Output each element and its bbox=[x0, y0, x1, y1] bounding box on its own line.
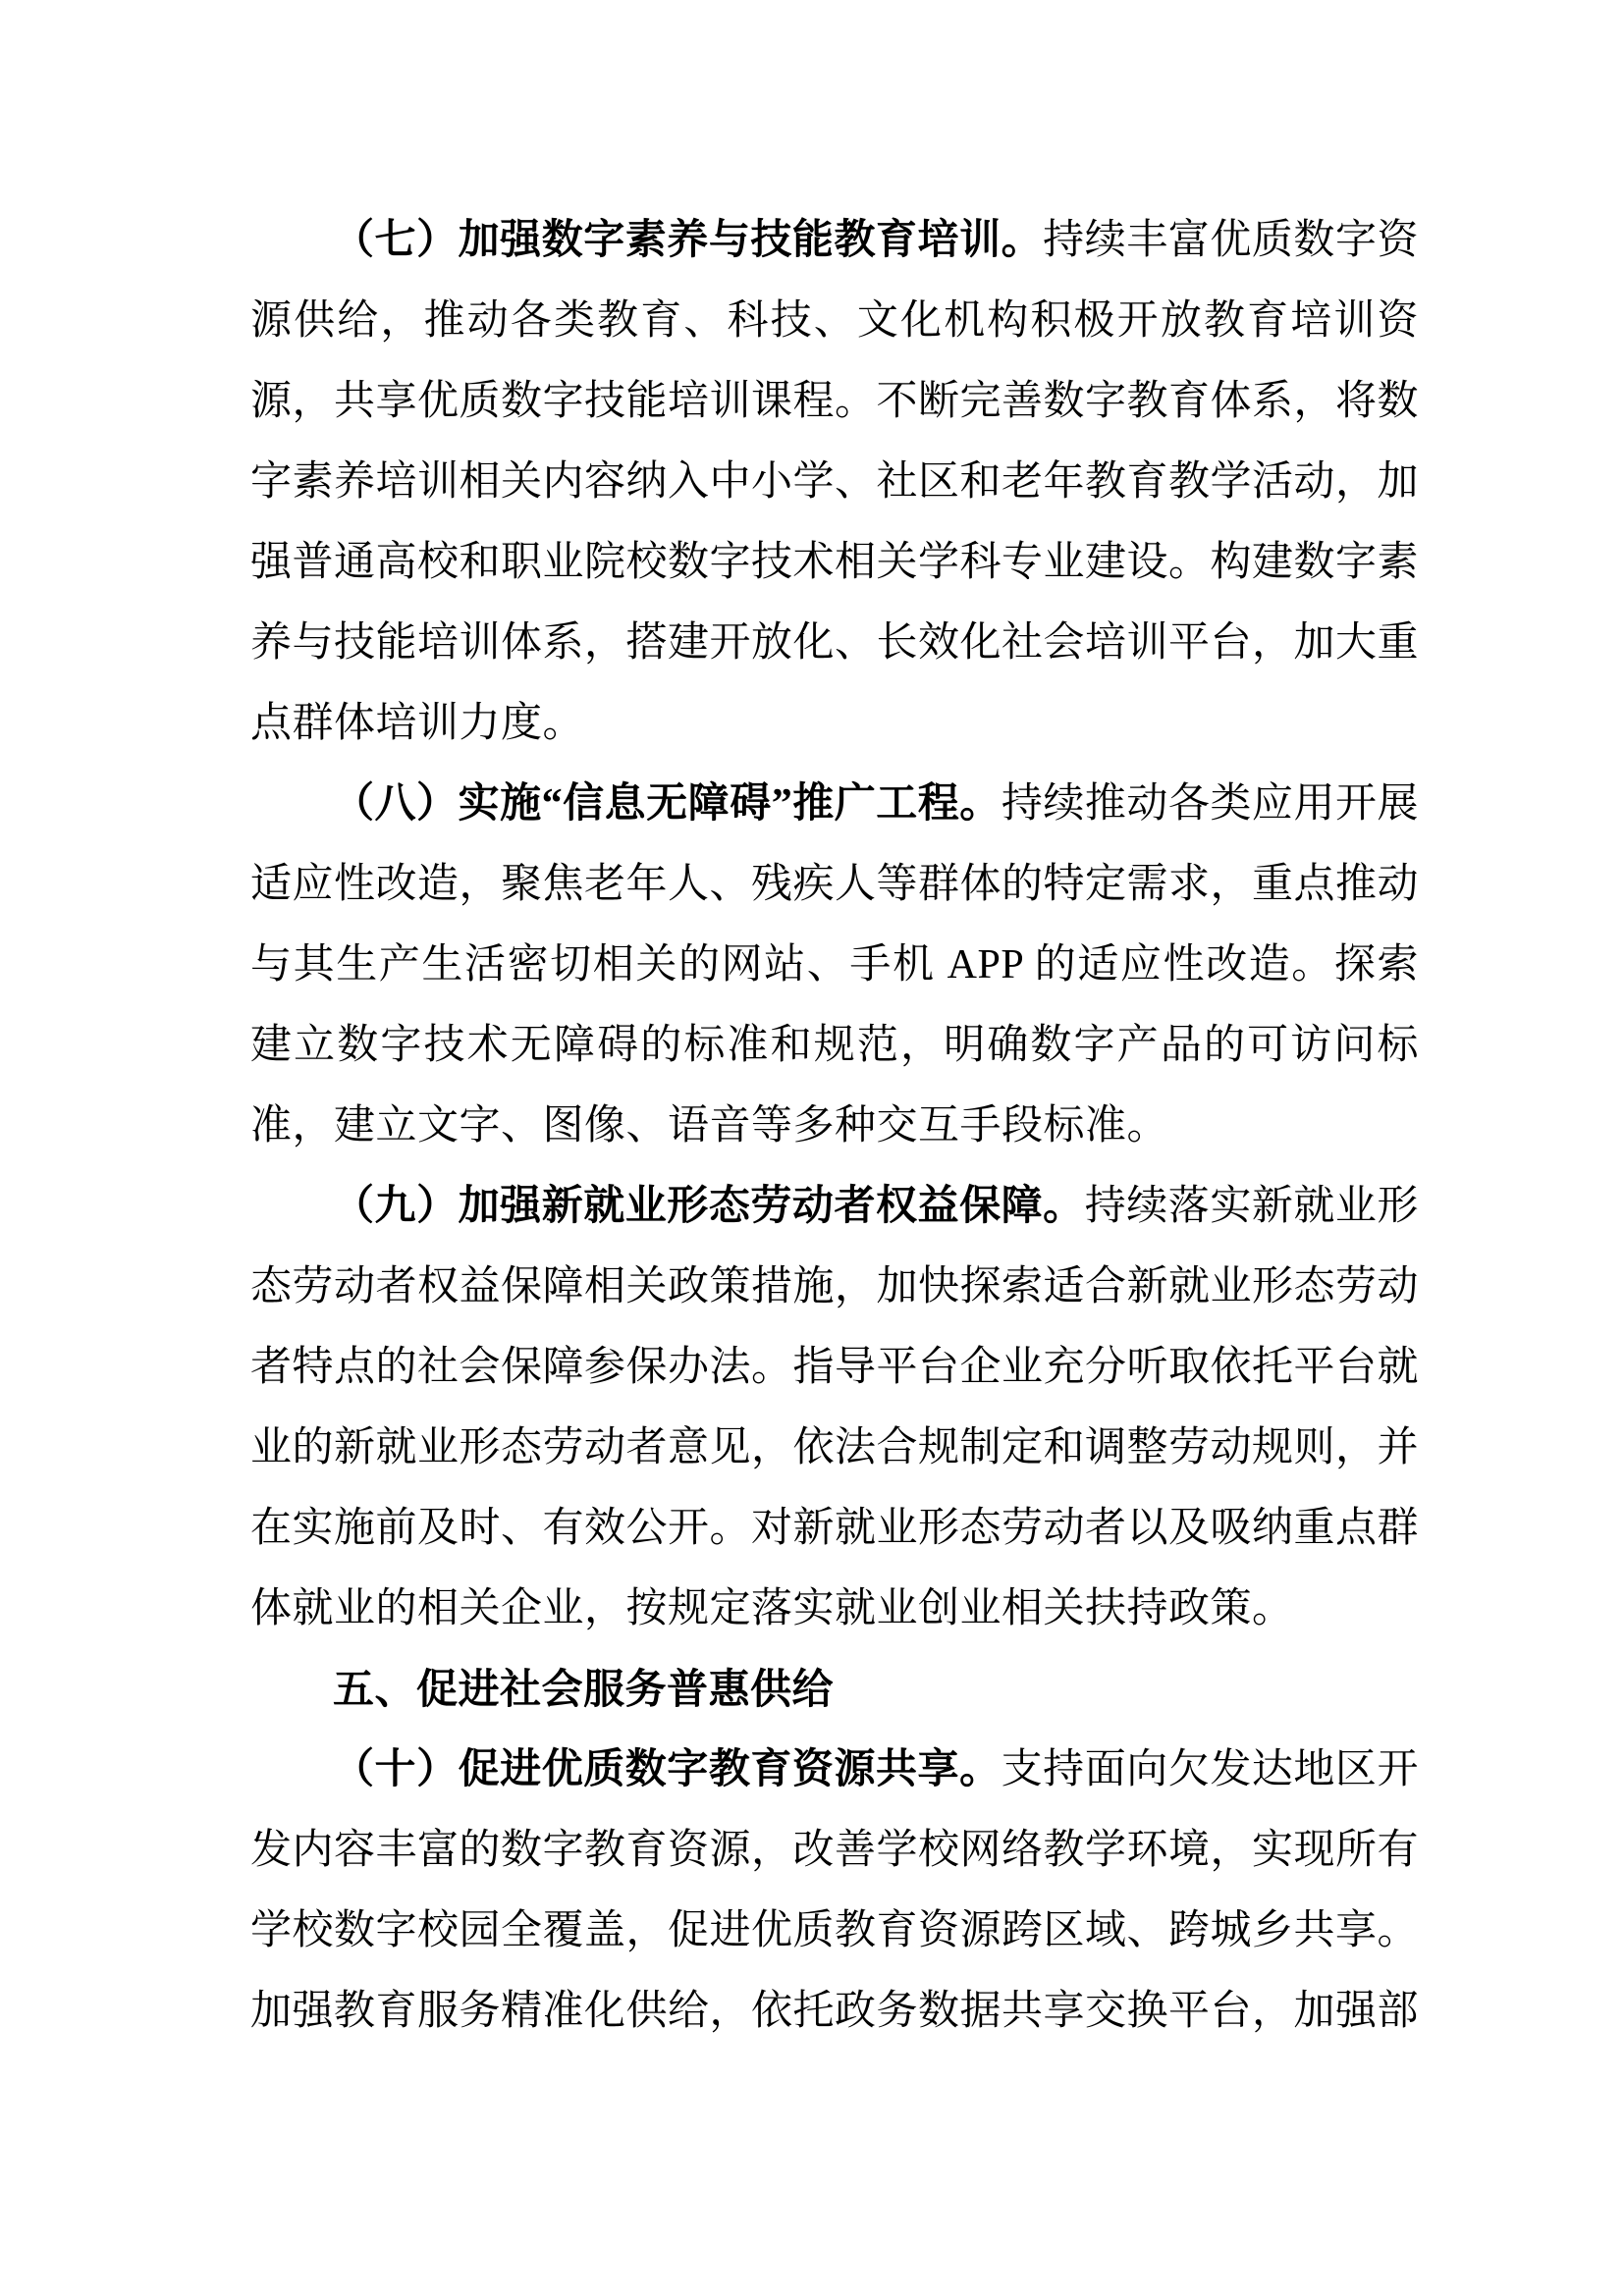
paragraph-item-10 bbox=[250, 1730, 1419, 2052]
paragraph-item-7-lead: （七）加强数字素养与技能教育培训。 bbox=[333, 218, 1044, 263]
paragraph-item-9-lead: （九）加强新就业形态劳动者权益保障。 bbox=[333, 1184, 1085, 1229]
paragraph-item-10-body: 支持面向欠发达地区开发内容丰富的数字教育资源，改善学校网络教学环境，实现所有学校数字校园全覆盖，促进优质教育资源跨区域、跨城乡共享。加强教育服务精准化供给，依托政务数据共享交换平台，加强部 bbox=[250, 1747, 1420, 2034]
paragraph-item-9-body: 持续落实新就业形态劳动者权益保障相关政策措施，加快探索适合新就业形态劳动者特点的社会保障参保办法。指导平台企业充分听取依托平台就业的新就业形态劳动者意见，依法合规制定和调整劳动规则，并在实施前及时、有效公开。对新就业形态劳动者以及吸纳重点群体就业的相关企业，按规定落实就业创业相关扶持政策。 bbox=[250, 1184, 1420, 1631]
paragraph-item-8-body: 持续推动各类应用开展适应性改造，聚焦老年人、残疾人等群体的特定需求，重点推动与其生产生活密切相关的网站、手机 APP 的适应性改造。探索建立数字技术无障碍的标准和规范，明确数字产品的可访问标准，建立文字、图像、语音等多种交互手段标准。 bbox=[250, 781, 1420, 1148]
section-heading-5: 五、促进社会服务普惠供给 bbox=[333, 1666, 835, 1712]
paragraph-item-7 bbox=[250, 200, 1419, 764]
paragraph-item-8-lead: （八）实施“信息无障碍”推广工程。 bbox=[333, 781, 1001, 827]
document-content bbox=[250, 200, 1419, 2052]
paragraph-item-10-lead: （十）促进优质数字教育资源共享。 bbox=[333, 1747, 1001, 1792]
paragraph-item-7-body: 持续丰富优质数字资源供给，推动各类教育、科技、文化机构积极开放教育培训资源，共享优质数字技能培训课程。不断完善数字教育体系，将数字素养培训相关内容纳入中小学、社区和老年教育教学活动，加强普通高校和职业院校数字技术相关学科专业建设。构建数字素养与技能培训体系，搭建开放化、长效化社会培训平台，加大重点群体培训力度。 bbox=[250, 218, 1420, 746]
paragraph-item-9 bbox=[250, 1166, 1419, 1649]
paragraph-item-8 bbox=[250, 764, 1419, 1166]
